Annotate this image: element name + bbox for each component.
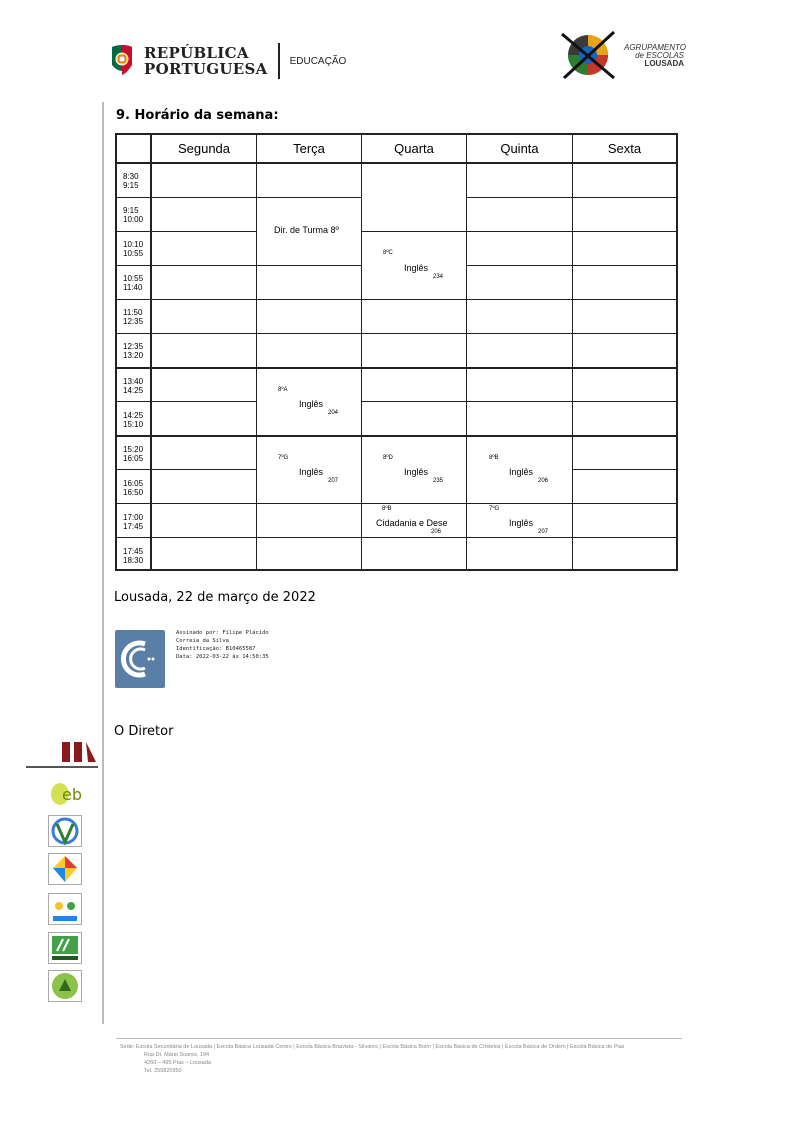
grid-line [573,401,676,402]
grid-line [117,162,676,164]
grid-line [151,231,256,232]
grid-line [573,265,676,266]
time-slot: 9:15 10:00 [123,206,144,224]
entry-room: 235 [433,478,444,484]
republica-title: REPÚBLICA PORTUGUESA [144,44,268,78]
grid-line [573,469,676,470]
footer-rule [116,1038,682,1039]
grid-line [151,265,256,266]
director-label: O Diretor [114,724,174,739]
time-slot: 14:25 15:10 [123,411,144,429]
grid-line [467,197,572,198]
time-slot: 17:00 17:45 [123,513,144,531]
entry-subject: Inglês [299,467,324,477]
grid-line [117,299,676,300]
signature-details: Assinado por: Filipe Plácido Correia da Silva Identificação: B10465587 Data: 2022-03-22 às 14:50:35 [176,630,269,660]
agrupamento-name: AGRUPAMENTO de ESCOLAS LOUSADA [624,43,686,68]
grid-line [117,265,151,266]
entry-subject: Inglês [509,518,534,528]
grid-line [117,435,676,437]
time-slot: 15:20 16:05 [123,445,144,463]
time-slot: 8:30 9:15 [123,172,139,190]
grid-line [117,401,151,402]
school-logo-secundaria [26,740,98,770]
grid-line [467,231,572,232]
time-slot: 10:55 11:40 [123,274,144,292]
grid-line [117,503,676,504]
grid-line [467,265,572,266]
time-slot: 10:10 10:55 [123,240,144,258]
time-slot: 13:40 14:25 [123,377,144,395]
school-logo-eb-icon [48,776,82,808]
entry-class: 8ºC [383,250,393,256]
grid-line [362,231,466,232]
grid-line [573,231,676,232]
grid-line [117,231,151,232]
weekly-timetable [115,133,678,571]
department-label: EDUCAÇÃO [289,55,347,67]
day-header-terca: Terça [293,141,325,156]
school-logo-steldis-icon [48,893,82,925]
grid-line [257,197,361,198]
entry-subject: Inglês [299,399,324,409]
grid-line [117,537,676,538]
day-header-sexta: Sexta [607,141,642,156]
entry-class: 8ºB [489,455,499,461]
entry-subject: Inglês [404,467,429,477]
day-header-quinta: Quinta [500,141,539,156]
grid-line [117,367,676,369]
day-header-quarta: Quarta [394,141,434,156]
time-slot: 16:05 16:50 [123,479,144,497]
agrupamento-logo [556,28,686,82]
entry-class: 8ºB [382,506,392,512]
school-logo-pias-icon [48,970,82,1002]
school-logo-kite-icon [48,853,82,885]
republica-portuguesa-header [108,42,346,80]
section-title: 9. Horário da semana: [116,108,279,123]
grid-line [573,197,676,198]
entry-class: 7ºG [489,506,500,512]
entry-room: 207 [328,478,339,484]
grid-line [467,401,572,402]
grid-line [117,333,676,334]
entry-dir-turma: Dir. de Turma 8º [274,225,339,235]
date-line: Lousada, 22 de março de 2022 [114,590,316,605]
time-slot: 12:35 13:20 [123,342,144,360]
entry-class: 8ºD [383,455,393,461]
entry-room: 234 [433,274,444,280]
footer: Sede: Escola Secundária de Lousada | Escola Básica Lousada Centro | Escola Básica Boavista - Silvares | Escola Básica Boim | Escola Básica de Cristelos | Escola Básica de Ordem | Escola Básica de Pias Rua Dr. Mário Soares, 194 4260 – 495 Pias – Lousada Tel. 255820950 [120,1044,625,1074]
digital-signature-icon [115,630,165,688]
svg-text:eb: eb [62,785,82,804]
grid-line [362,401,466,402]
republica-flag-icon [108,43,136,79]
entry-room: 207 [538,529,549,535]
grid-line [151,197,256,198]
school-logo-cristelos-icon [48,815,82,847]
grid-line [151,469,256,470]
grid-line [257,265,361,266]
time-slot: 11:50 12:35 [123,308,144,326]
day-header-segunda: Segunda [177,141,231,156]
school-logo-ordem-icon [48,932,82,964]
agrupamento-emblem-icon [556,28,626,82]
grid-line [151,401,256,402]
entry-subject: Inglês [509,467,534,477]
grid-line [117,469,151,470]
entry-room: 206 [538,478,549,484]
entry-room: 206 [431,529,442,535]
entry-class: 8ºA [278,387,288,393]
entry-class: 7ºG [278,455,289,461]
entry-subject: Cidadania e Dese [376,518,448,528]
left-margin-rule [102,102,104,1024]
header-separator [278,43,280,79]
entry-room: 204 [328,410,339,416]
time-slot: 17:45 18:30 [123,547,144,565]
entry-subject: Inglês [404,263,429,273]
grid-line [117,197,151,198]
